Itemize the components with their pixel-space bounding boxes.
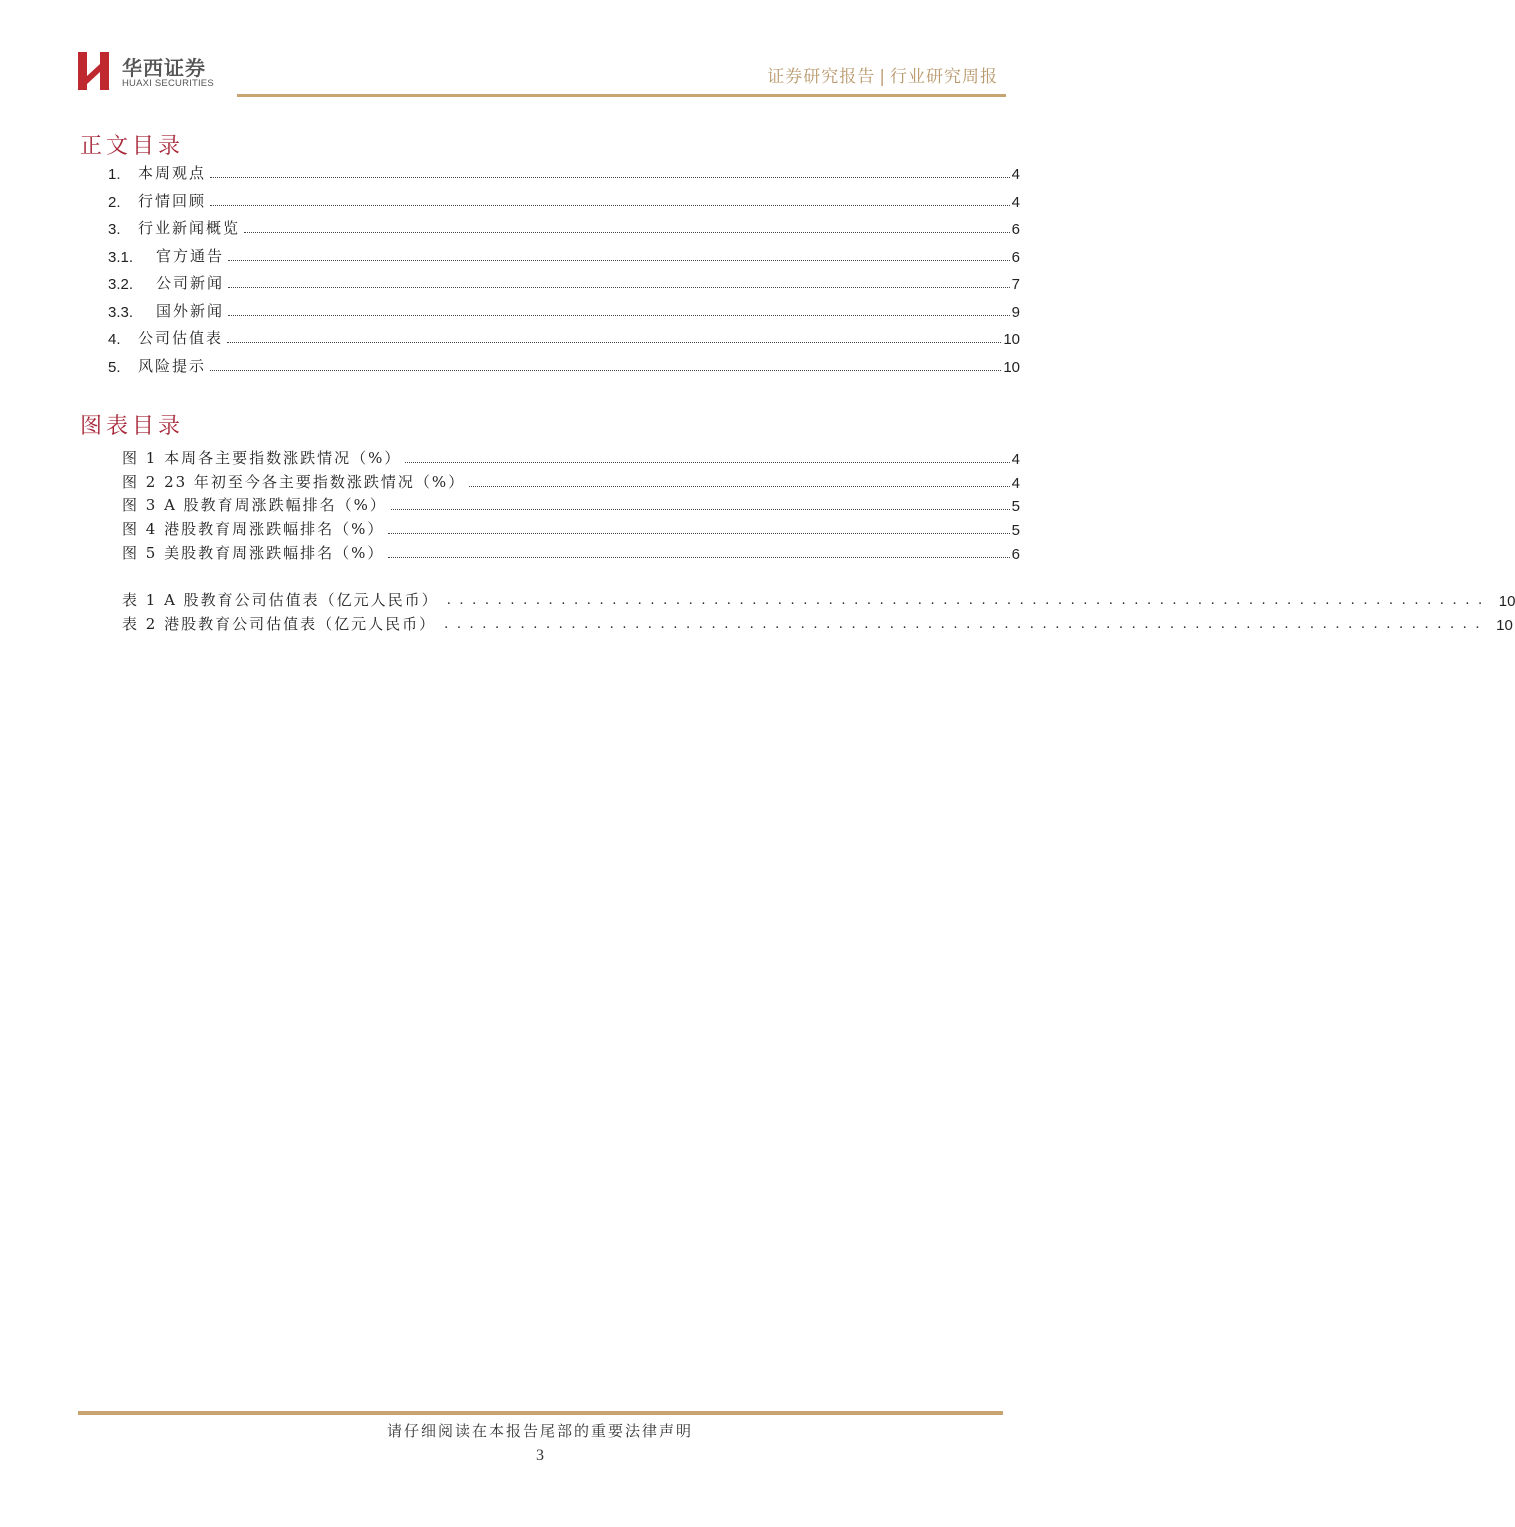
toc-item[interactable] [108, 354, 1020, 376]
toc-item[interactable] [108, 299, 1020, 321]
table-item-page: 10 [1498, 593, 1515, 610]
toc-item-number: 3. [108, 221, 121, 238]
leader-dots [210, 177, 1010, 178]
report-type: 证券研究报告 [767, 67, 876, 87]
page-number: 3 [536, 1447, 544, 1464]
figure-item[interactable] [122, 470, 1020, 492]
toc-item-page: 10 [1003, 331, 1020, 348]
legal-disclaimer-note: 请仔细阅读在本报告尾部的重要法律声明 [386, 1422, 693, 1440]
table-item-page: 10 [1496, 617, 1513, 634]
leader-dots [227, 342, 1001, 343]
toc-item-label: 官方通告 [156, 247, 225, 265]
leader-dots [388, 557, 1009, 558]
toc-item[interactable] [108, 216, 1020, 238]
toc-item-number: 2. [108, 194, 121, 211]
toc-item-number: 5. [108, 359, 121, 376]
toc-item[interactable] [108, 161, 1020, 183]
toc-item-page: 6 [1011, 221, 1020, 238]
figures-toc-title: 图表目录 [80, 414, 185, 439]
figure-item-page: 5 [1011, 522, 1020, 539]
toc-item-label: 国外新闻 [156, 302, 225, 320]
toc-item-label: 本周观点 [138, 164, 207, 182]
header-separator: | [879, 67, 886, 87]
figure-item-label: 图 5 美股教育周涨跌幅排名（%） [122, 544, 385, 562]
toc-item-label: 公司估值表 [138, 329, 224, 347]
logo-chinese-name: 华西证券 [122, 56, 206, 80]
toc-item-page: 9 [1011, 304, 1020, 321]
toc-title: 正文目录 [80, 134, 185, 159]
toc-item-label: 行业新闻概览 [138, 219, 241, 237]
leader-dots: .................................................................................. [446, 593, 1491, 608]
leader-dots [244, 232, 1010, 233]
header-divider [237, 94, 1006, 97]
huaxi-logo-icon [78, 52, 112, 90]
toc-item[interactable] [108, 271, 1020, 293]
logo-english-name: HUAXI SECURITIES [122, 78, 214, 89]
table-item-label: 表 2 港股教育公司估值表（亿元人民币） [122, 615, 437, 633]
toc-item-page: 10 [1003, 359, 1020, 376]
leader-dots [228, 287, 1010, 288]
leader-dots [228, 315, 1010, 316]
figure-item-page: 4 [1011, 475, 1020, 492]
toc-item-number: 3.2. [108, 276, 134, 293]
figure-item-label: 图 4 港股教育周涨跌幅排名（%） [122, 520, 385, 538]
leader-dots [210, 370, 1001, 371]
leader-dots [228, 260, 1010, 261]
figure-item[interactable] [122, 446, 1020, 468]
toc-item-number: 3.3. [108, 304, 134, 321]
company-logo [78, 52, 238, 94]
toc-item-number: 4. [108, 331, 121, 348]
figure-item[interactable] [122, 541, 1020, 563]
toc-item-number: 1. [108, 166, 121, 183]
toc-item-page: 4 [1011, 194, 1020, 211]
figure-item[interactable] [122, 493, 1020, 515]
leader-dots [391, 509, 1010, 510]
report-subtype: 行业研究周报 [890, 67, 998, 87]
figure-item[interactable] [122, 517, 1020, 539]
toc-item-label: 风险提示 [138, 357, 207, 375]
figure-item-page: 4 [1011, 451, 1020, 468]
toc-item-label: 行情回顾 [138, 192, 207, 210]
toc-item-page: 7 [1011, 276, 1020, 293]
footer-divider [78, 1411, 1003, 1415]
leader-dots [210, 205, 1010, 206]
leader-dots: .................................................................................. [444, 617, 1489, 632]
table-item-label: 表 1 A 股教育公司估值表（亿元人民币） [122, 591, 439, 609]
toc-item-label: 公司新闻 [156, 274, 225, 292]
figure-item-page: 6 [1011, 546, 1020, 563]
leader-dots [405, 462, 1009, 463]
toc-item-page: 4 [1011, 166, 1020, 183]
figure-item-label: 图 2 23 年初至今各主要指数涨跌情况（%） [122, 473, 466, 491]
table-item[interactable] [122, 588, 1515, 610]
report-type-header [767, 62, 998, 87]
figure-item-label: 图 3 A 股教育周涨跌幅排名（%） [122, 496, 387, 514]
leader-dots [469, 486, 1009, 487]
figure-item-label: 图 1 本周各主要指数涨跌情况（%） [122, 449, 402, 467]
figure-item-page: 5 [1011, 498, 1020, 515]
toc-item[interactable] [108, 244, 1020, 266]
toc-item[interactable] [108, 189, 1020, 211]
table-item[interactable] [122, 612, 1513, 634]
toc-item[interactable] [108, 326, 1020, 348]
toc-item-number: 3.1. [108, 249, 134, 266]
toc-item-page: 6 [1011, 249, 1020, 266]
leader-dots [388, 533, 1009, 534]
